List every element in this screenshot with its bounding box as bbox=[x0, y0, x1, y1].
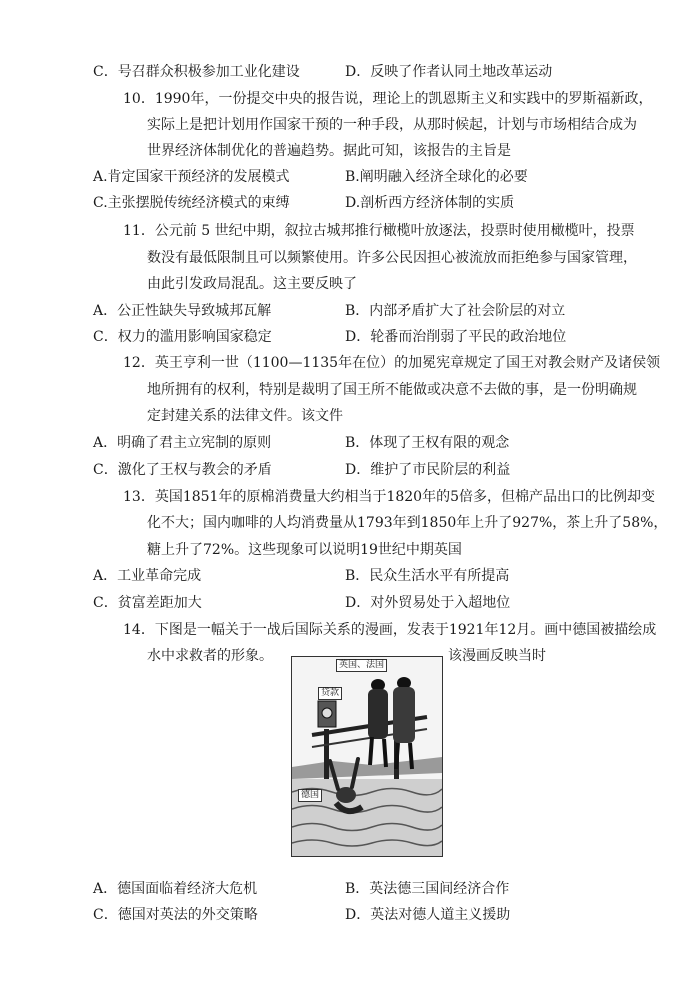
q14-option-c: C．德国对英法的外交策略 bbox=[93, 907, 258, 923]
q11-stem-line-1: 11．公元前 5 世纪中期，叙拉古城邦推行橄榄叶放逐法，投票时使用橄榄叶，投票 bbox=[123, 223, 635, 239]
q12-option-b: B．体现了王权有限的观念 bbox=[345, 435, 510, 451]
q13-option-c: C．贫富差距加大 bbox=[93, 595, 202, 611]
q14-option-a: A．德国面临着经济大危机 bbox=[93, 881, 258, 897]
cartoon-label-germany: 德国 bbox=[298, 789, 322, 802]
q12-stem-line-1: 12．英王亨利一世（1100—1135年在位）的加冕宪章规定了国王对教会财产及诸侯领 bbox=[123, 355, 661, 371]
q10-stem-line-3: 世界经济体制优化的普遍趋势。据此可知，该报告的主旨是 bbox=[147, 143, 511, 159]
q14-stem-line-2-left: 水中求救者的形象。 bbox=[147, 648, 273, 664]
q14-cartoon bbox=[291, 656, 443, 857]
q13-option-a: A．工业革命完成 bbox=[93, 568, 202, 584]
cartoon-drawing bbox=[292, 657, 442, 856]
q13-stem-line-2: 化不大；国内咖啡的人均消费量从1793年到1850年上升了927%，茶上升了58%， bbox=[147, 515, 668, 531]
q11-option-c: C．权力的滥用影响国家稳定 bbox=[93, 329, 272, 345]
q14-stem-line-1: 14．下图是一幅关于一战后国际关系的漫画，发表于1921年12月。画中德国被描绘成 bbox=[123, 622, 657, 638]
q10-option-c: C.主张摆脱传统经济模式的束缚 bbox=[93, 195, 290, 211]
q14-option-b: B．英法德三国间经济合作 bbox=[345, 881, 510, 897]
q14-option-d: D．英法对德人道主义援助 bbox=[345, 907, 511, 923]
q10-option-a: A.肯定国家干预经济的发展模式 bbox=[93, 169, 290, 185]
q13-stem-line-1: 13．英国1851年的原棉消费量大约相当于1820年的5倍多，但棉产品出口的比例却变 bbox=[123, 489, 655, 505]
cartoon-label-england-france: 英国、法国 bbox=[336, 659, 387, 672]
q11-stem-line-3: 由此引发政局混乱。这主要反映了 bbox=[147, 276, 357, 292]
q9-option-d: D．反映了作者认同土地改革运动 bbox=[345, 64, 553, 80]
q14-stem-line-2-right: 该漫画反映当时 bbox=[448, 648, 546, 664]
q12-option-c: C．激化了王权与教会的矛盾 bbox=[93, 462, 272, 478]
q10-option-d: D.剖析西方经济体制的实质 bbox=[345, 195, 515, 211]
q13-option-b: B．民众生活水平有所提高 bbox=[345, 568, 510, 584]
q10-stem-line-2: 实际上是把计划用作国家干预的一种手段，从那时候起，计划与市场相结合成为 bbox=[147, 117, 637, 133]
q12-stem-line-2: 地所拥有的权利，特别是裁明了国王所不能做或决意不去做的事，是一份明确规 bbox=[147, 382, 637, 398]
q11-option-d: D．轮番而治削弱了平民的政治地位 bbox=[345, 329, 567, 345]
q12-stem-line-3: 定封建关系的法律文件。该文件 bbox=[147, 408, 343, 424]
cartoon-label-loan: 贷款 bbox=[318, 687, 342, 700]
q9-option-c: C．号召群众积极参加工业化建设 bbox=[93, 64, 300, 80]
q11-stem-line-2: 数没有最低限制且可以频繁使用。许多公民因担心被流放而拒绝参与国家管理， bbox=[147, 250, 637, 266]
q10-stem-line-1: 10．1990年，一份提交中央的报告说，理论上的凯恩斯主义和实践中的罗斯福新政， bbox=[123, 91, 653, 107]
q13-stem-line-3: 糖上升了72%。这些现象可以说明19世纪中期英国 bbox=[147, 542, 462, 558]
q10-option-b: B.阐明融入经济全球化的必要 bbox=[345, 169, 528, 185]
q12-option-a: A．明确了君主立宪制的原则 bbox=[93, 435, 272, 451]
q11-option-b: B．内部矛盾扩大了社会阶层的对立 bbox=[345, 303, 566, 319]
q13-option-d: D．对外贸易处于入超地位 bbox=[345, 595, 511, 611]
q12-option-d: D．维护了市民阶层的利益 bbox=[345, 462, 511, 478]
q11-option-a: A．公正性缺失导致城邦瓦解 bbox=[93, 303, 272, 319]
